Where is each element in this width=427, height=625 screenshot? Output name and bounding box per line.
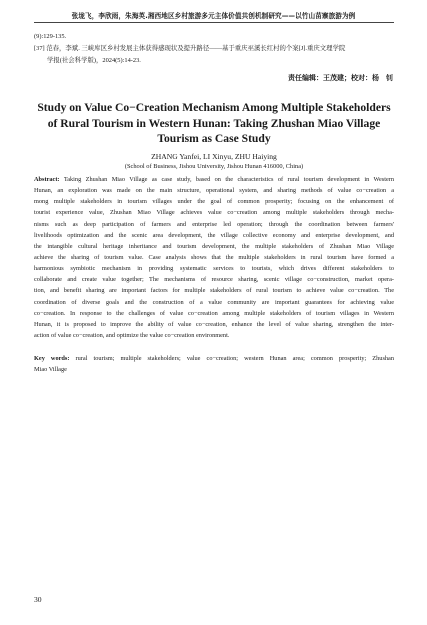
abstract-line: nisms such as deep participation of farmers and enterprise led operation; through the coordination between farmers' xyxy=(34,220,394,228)
page-number: 30 xyxy=(34,595,42,604)
header-rule xyxy=(34,22,394,23)
reference-continuation: (9):129-135. xyxy=(34,33,67,40)
abstract-line: Hunan, it is proposed to improve the ability of value co−creation, enhance the level of value sharing, strengthen the inter- xyxy=(34,320,394,328)
article-title: Study on Value Co−Creation Mechanism Among Multiple Stakeholders of Rural Tourism in Western Hunan: Taking Zhushan Miao Village Tourism as Case Study xyxy=(37,101,391,145)
editor-credit-line: 责任编辑：王茂建；校对：杨 钊 xyxy=(288,74,393,82)
article-affiliation: (School of Business, Jishou University, Jishou Hunan 416000, China) xyxy=(124,163,304,170)
keywords-block xyxy=(34,353,394,375)
abstract-line: achieve the sharing of tourism value. Case analysis shows that the multiple stakeholders in rural tourism have formed a xyxy=(34,253,394,261)
running-header: 张垅飞，李欣雨，朱海英.湘西地区乡村旅游多元主体价值共创机制研究——以竹山苗寨旅游为例 xyxy=(71,12,356,20)
reference-37-line-1: [37] 范春，李斌. 三峡库区乡村发展主体获得感现状及提升路径——基于重庆巫溪长红村的个案[J].重庆文理学院 xyxy=(34,45,346,52)
abstract-block xyxy=(34,174,394,341)
abstract-line: action of value co−creation, and optimize the value co−creation environment. xyxy=(34,331,230,339)
abstract-label: Abstract: xyxy=(34,176,60,183)
keywords-line: Key words: rural tourism; multiple stakeholders; value co−creation; western Hunan area; common prosperity; Zhushan xyxy=(34,355,394,362)
keywords-label: Key words: xyxy=(34,355,70,362)
abstract-line: Hunan, an exploration was made on the main structure, operational system, and sharing methods of value co−creation a xyxy=(34,187,394,195)
abstract-line: coordination of diverse goals and the construction of a value community are important guarantees for achieving value xyxy=(34,298,394,306)
abstract-line: co−creation. In response to the challenges of value co−creation among multiple stakeholders of tourism villages in Western xyxy=(34,309,394,317)
abstract-line: mong multiple stakeholders in tourism villages under the goal of common prosperity; focusing on the enhancement of xyxy=(34,198,394,206)
keywords-line: Miao Village xyxy=(34,366,67,374)
abstract-line: the intangible cultural heritage inheritance and tourism development, the multiple stakeholders of Zhushan Miao Village xyxy=(34,242,394,250)
abstract-line: Abstract: Taking Zhushan Miao Village as case study, based on the characteristics of rural tourism development in Western xyxy=(34,176,394,183)
abstract-line: tion, and benefit sharing are important factors for multiple stakeholders of rural tourism to achieve value co−creation. The xyxy=(34,287,394,295)
abstract-line: livelihoods optimization and the scenic area development, the village collective economy and enterprise development, and xyxy=(34,231,394,239)
abstract-line: collaborate and create value together; The mechanisms of resource sharing, scenic village co−construction, market opera- xyxy=(34,276,394,284)
reference-37-line-2: 学报(社会科学版)，2024(5):14-23. xyxy=(47,57,141,64)
abstract-line: harmonious symbiotic mechanism in providing systematic services to tourists, which drives different stakeholders to xyxy=(34,265,394,273)
article-authors: ZHANG Yanfei, LI Xinyu, ZHU Haiying xyxy=(151,152,277,161)
abstract-line: tourist experience value, Zhushan Miao Village achieves value co−creation among multiple stakeholders through mecha- xyxy=(34,209,394,217)
